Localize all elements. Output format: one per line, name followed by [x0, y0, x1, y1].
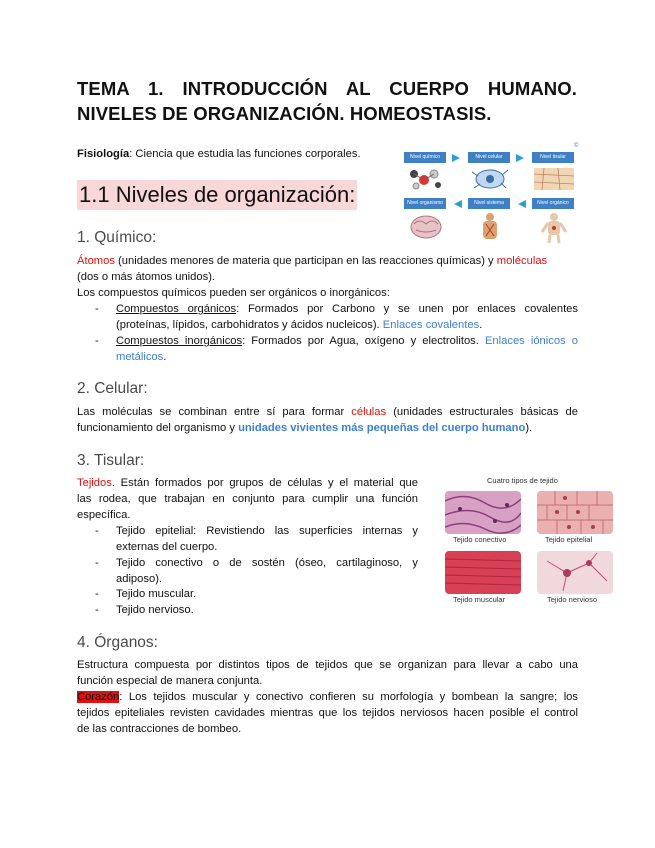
organos-text: : Los tejidos muscular y conectivo confieren su morfología y bombean la sangre; los: [119, 691, 578, 703]
term-tejidos: Tejidos: [77, 477, 112, 489]
term-compuestos-organicos: Compuestos orgánicos: [116, 303, 237, 315]
level-label-cellular: Nivel celular: [468, 152, 510, 163]
celular-text: (unidades estructurales básicas de: [386, 406, 578, 418]
arrow-icon: [516, 154, 524, 162]
list-dash: -: [95, 604, 99, 616]
celular-text: ).: [525, 422, 533, 434]
body-system-icon: [468, 212, 512, 244]
brain-icon: [404, 212, 448, 244]
quimico-paragraph: [77, 253, 582, 301]
section-heading: 1.1 Niveles de organización:: [77, 180, 357, 210]
celular-paragraph: [77, 404, 578, 436]
list-item-text: : Formados por Carbono y se unen por enlaces covalentes: [236, 303, 578, 315]
tissue-connective-image: [445, 491, 521, 534]
quimico-text: Los compuestos químicos pueden ser orgánicos o inorgánicos:: [77, 287, 390, 299]
arrow-icon: [452, 154, 460, 162]
tissue-figure: [443, 475, 618, 615]
list-item-text: Tejido conectivo o de sostén (óseo, cartilaginoso, y: [116, 557, 418, 569]
figure-caption: Cuatro tipos de tejido: [487, 476, 558, 485]
list-dash: -: [95, 303, 99, 315]
list-dash: -: [95, 557, 99, 569]
list-item-text: : Formados por Agua, oxígeno y electrolitos.: [242, 335, 485, 347]
tile-label: Tejido nervioso: [547, 595, 598, 604]
tisular-paragraph: [77, 475, 418, 523]
list-item-text: Tejido epitelial: Revistiendo las superficies internas y: [116, 525, 418, 537]
definition-text: : Ciencia que estudia las funciones corporales.: [129, 148, 361, 160]
document-title: TEMA 1. INTRODUCCIÓN AL CUERPO HUMANO. NIVELES DE ORGANIZACIÓN. HOMEOSTASIS.: [77, 78, 577, 124]
definition: [77, 146, 361, 162]
levels-figure: [400, 143, 583, 246]
level-label-chemical: Nivel químico: [404, 152, 446, 163]
link-enlaces-ionicos[interactable]: Enlaces iónicos o: [484, 335, 578, 347]
list-item: Tejido muscular.: [116, 588, 197, 600]
copyright-logo: ©: [574, 143, 579, 149]
list-item: Tejido nervioso.: [116, 604, 194, 616]
level-label-system: Nivel sistema: [468, 198, 510, 209]
list-item-text: externas del cuerpo.: [116, 541, 218, 553]
tile-label: Tejido conectivo: [453, 535, 507, 544]
cell-icon: [468, 166, 512, 192]
arrow-icon: [454, 200, 462, 208]
celular-text: Las moléculas se combinan entre sí para formar: [77, 406, 352, 418]
tile-label: Tejido epitelial: [545, 535, 593, 544]
tisular-text: específica.: [77, 509, 131, 521]
tisular-text: las rodea, que trabajan en conjunto para cumplir una función: [77, 493, 418, 505]
term-moleculas: moléculas: [496, 255, 548, 267]
organos-text: función especial de manera conjunta.: [77, 675, 263, 687]
list-dash: -: [95, 525, 99, 537]
term-celulas: células: [351, 406, 387, 418]
list-item-text: adiposo).: [116, 573, 163, 585]
level-label-organ: Nivel orgánico: [532, 198, 574, 209]
list-dash: -: [95, 588, 99, 600]
list-item: [116, 555, 418, 587]
celular-text: funcionamiento del organismo y: [77, 422, 239, 434]
body-organism-icon: [532, 212, 576, 244]
term-corazon: Corazón: [77, 691, 120, 703]
list-item: [116, 523, 418, 555]
link-enlaces-covalentes[interactable]: Enlaces covalentes: [382, 319, 480, 331]
tile-label: Tejido muscular: [453, 595, 506, 604]
link-metalicos[interactable]: metálicos: [116, 351, 164, 363]
tissue-muscle-image: [445, 551, 521, 594]
heading-celular: 2. Celular:: [77, 380, 148, 397]
list-item-text: .: [479, 319, 483, 331]
heading-quimico: 1. Químico:: [77, 229, 157, 246]
list-item-text: (proteínas, lípidos, carbohidratos y ácidos nucleicos).: [116, 319, 383, 331]
highlight-unidades-vivientes: unidades vivientes más pequeñas del cuerpo humano: [238, 422, 526, 434]
list-item-text: .: [163, 351, 167, 363]
organos-paragraph: [77, 657, 578, 737]
tisular-text: . Están formados por grupos de células y el material que: [111, 477, 418, 489]
quimico-text: (dos o más átomos unidos).: [77, 271, 216, 283]
tissue-epithelial-image: [537, 491, 613, 534]
quimico-text: (unidades menores de materia que participan en las reacciones químicas) y: [114, 255, 497, 267]
heading-tisular: 3. Tisular:: [77, 452, 145, 469]
heading-organos: 4. Órganos:: [77, 634, 158, 651]
list-dash: -: [95, 335, 99, 347]
list-item: [116, 301, 578, 333]
list-item: [116, 333, 578, 365]
organos-text: de las contracciones de bombeo.: [77, 723, 242, 735]
level-label-tissue: Nivel tisular: [532, 152, 574, 163]
arrow-icon: [518, 200, 526, 208]
definition-term: Fisiología: [77, 148, 130, 160]
molecule-icon: [404, 166, 448, 192]
organos-text: Estructura compuesta por distintos tipos de tejidos que se organizan para llevar a cabo una: [77, 659, 578, 671]
term-atomos: Átomos: [77, 255, 115, 267]
level-label-organism: Nivel organismo: [404, 198, 446, 209]
organos-text: tejidos epiteliales revisten cavidades mientras que los tejidos nerviosos hacen posible el control: [77, 707, 578, 719]
tissue-nervous-image: [537, 551, 613, 594]
term-compuestos-inorganicos: Compuestos inorgánicos: [116, 335, 243, 347]
tissue-icon: [532, 166, 576, 192]
